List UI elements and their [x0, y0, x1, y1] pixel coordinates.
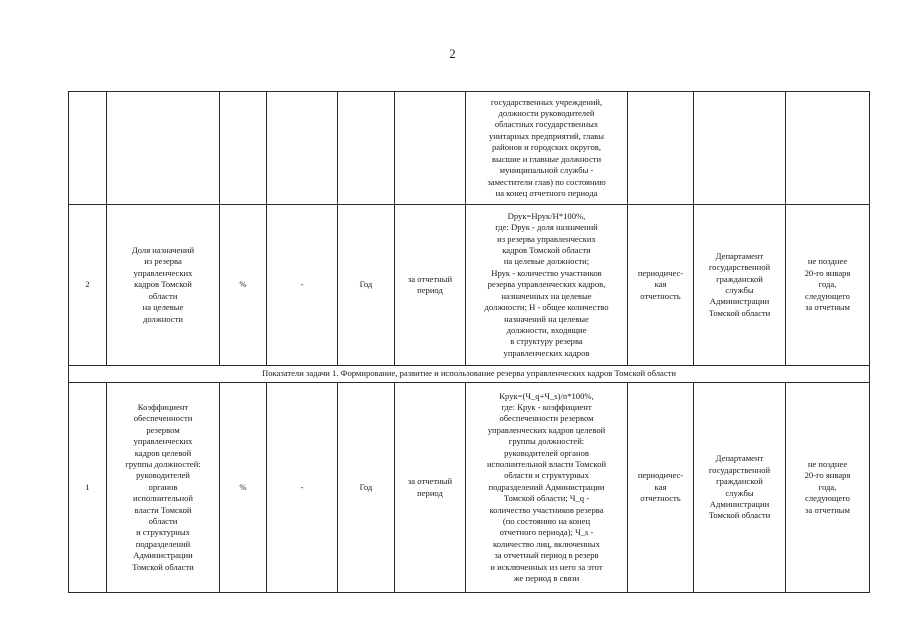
reporting-period-cell	[395, 92, 466, 205]
row-number-cell: 2	[69, 205, 107, 366]
frequency-cell: периодичес- кая отчетность	[628, 205, 694, 366]
responsible-cell: Департамент государственной гражданской службы Администрации Томской области	[694, 383, 786, 593]
base-value-cell: -	[267, 383, 338, 593]
indicator-name-cell	[107, 92, 220, 205]
section-header-row	[69, 366, 870, 383]
reporting-period-cell: за отчетный период	[395, 383, 466, 593]
table-row	[69, 383, 870, 593]
unit-cell: %	[220, 383, 267, 593]
indicators-table	[68, 91, 870, 593]
table-row	[69, 205, 870, 366]
indicator-name-cell: Коэффициент обеспеченности резервом управленческих кадров целевой группы должностей: руководителей органов исполнительной власти Томской области и структурных подразделений Администрации Томской области	[107, 383, 220, 593]
reporting-period-cell: за отчетный период	[395, 205, 466, 366]
unit-cell	[220, 92, 267, 205]
base-value-cell: -	[267, 205, 338, 366]
deadline-cell	[786, 92, 870, 205]
deadline-cell: не позднее 20-го января года, следующего за отчетным	[786, 205, 870, 366]
unit-cell: %	[220, 205, 267, 366]
period-cell: Год	[338, 383, 395, 593]
base-value-cell	[267, 92, 338, 205]
section-header: Показатели задачи 1. Формирование, развитие и использование резерва управленческих кадров Томской области	[69, 366, 870, 383]
frequency-cell: периодичес- кая отчетность	[628, 383, 694, 593]
responsible-cell	[694, 92, 786, 205]
indicator-name-cell: Доля назначений из резерва управленческих кадров Томской области на целевые должности	[107, 205, 220, 366]
period-cell: Год	[338, 205, 395, 366]
formula-cell: Dрук=Нрук/Н*100%, где: Dрук - доля назначений из резерва управленческих кадров Томской области на целевые должности; Нрук - количество участников резерва управленческих кадров, назначенных на целевые должности; Н - общее количество назначений на целевые должности, входящие в структуру резерва управленческих кадров	[466, 205, 628, 366]
page-number: 2	[449, 46, 456, 61]
responsible-cell: Департамент государственной гражданской службы Администрации Томской области	[694, 205, 786, 366]
formula-cell: государственных учреждений, должности руководителей областных государственных унитарных предприятий, главы районов и городских округов, высшие и главные должности муниципальной службы - заместители глав) по состоянию на конец отчетного периода	[466, 92, 628, 205]
period-cell	[338, 92, 395, 205]
row-number-cell	[69, 92, 107, 205]
row-number-cell: 1	[69, 383, 107, 593]
frequency-cell	[628, 92, 694, 205]
formula-cell: Крук=(Ч_q+Ч_s)/n*100%, где: Крук - коэффициент обеспеченности резервом управленческих кадров целевой группы должностей: руководителей органов исполнительной власти Томской области и структурных подразделений Администрации Томской области; Ч_q - количество участников резерва (по состоянию на конец отчетного периода); Ч_s - количество лиц, включенных за отчетный период в резерв и исключенных из него за этот же период в связи	[466, 383, 628, 593]
table-row	[69, 92, 870, 205]
deadline-cell: не позднее 20-го января года, следующего за отчетным	[786, 383, 870, 593]
